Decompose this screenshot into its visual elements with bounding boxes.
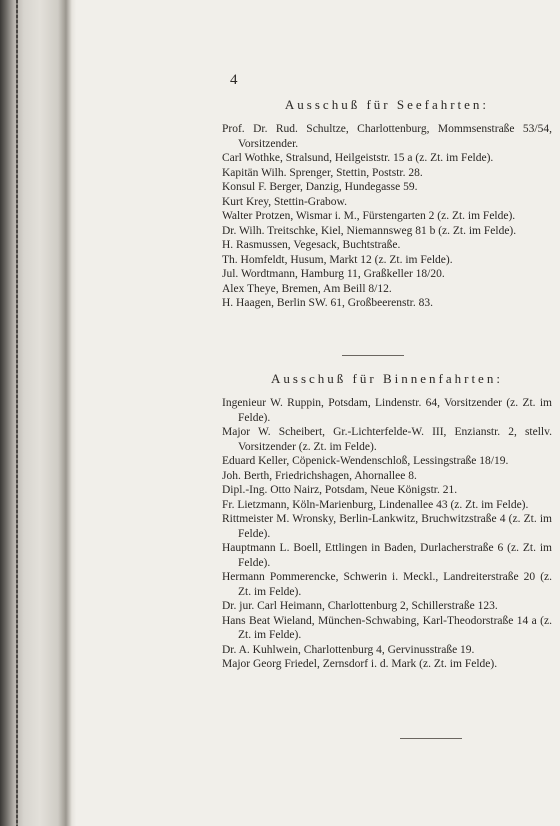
list-item: Eduard Keller, Cöpenick-Wendenschloß, Lessingstraße 18/19. xyxy=(222,455,509,467)
list-item: Alex Theye, Bremen, Am Beill 8/12. xyxy=(222,282,392,295)
list-item: Ingenieur W. Ruppin, Potsdam, Lindenstr. 64, Vorsitzender (z. Zt. im Felde). xyxy=(222,397,552,424)
list-item: Carl Wothke, Stralsund, Heilgeiststr. 15 a (z. Zt. im Felde). xyxy=(222,152,494,164)
list-item: Major W. Scheibert, Gr.-Lichterfelde-W. III, Enzianstr. 2, stellv. Vorsitzender (z. Zt. im Felde). xyxy=(222,426,552,453)
section-list-binnenfahrten xyxy=(222,396,552,672)
list-item: H. Haagen, Berlin SW. 61, Großbeerenstr. 83. xyxy=(222,297,434,309)
section-heading-binnenfahrten: Ausschuß für Binnenfahrten: xyxy=(271,371,503,386)
list-item: Joh. Berth, Friedrichshagen, Ahornallee 8. xyxy=(222,469,417,482)
list-item: Fr. Lietzmann, Köln-Marienburg, Lindenallee 43 (z. Zt. im Felde). xyxy=(222,498,529,511)
list-item: Hans Beat Wieland, München-Schwabing, Karl-Theodorstraße 14 a (z. Zt. im Felde). xyxy=(222,614,552,641)
list-item: Dr. A. Kuhlwein, Charlottenburg 4, Gervinusstraße 19. xyxy=(222,643,475,656)
list-item: Dr. Wilh. Treitschke, Kiel, Niemannsweg 81 b (z. Zt. im Felde). xyxy=(222,224,517,237)
list-item: Rittmeister M. Wronsky, Berlin-Lankwitz, Bruchwitzstraße 4 (z. Zt. im Felde). xyxy=(222,513,552,540)
list-item: Prof. Dr. Rud. Schultze, Charlottenburg, Mommsenstraße 53/54, Vorsitzender. xyxy=(222,123,552,150)
list-item: Konsul F. Berger, Danzig, Hundegasse 59. xyxy=(222,181,418,193)
list-item: Major Georg Friedel, Zernsdorf i. d. Mark (z. Zt. im Felde). xyxy=(222,658,498,670)
page-number: 4 xyxy=(230,72,238,88)
book-spine xyxy=(0,0,76,826)
list-item: Dr. jur. Carl Heimann, Charlottenburg 2, Schillerstraße 123. xyxy=(222,600,498,612)
list-item: Kurt Krey, Stettin-Grabow. xyxy=(222,195,347,208)
section-divider xyxy=(342,355,404,356)
list-item: Hermann Pommerencke, Schwerin i. Meckl., Landreiterstraße 20 (z. Zt. im Felde). xyxy=(222,571,552,598)
list-item: H. Rasmussen, Vegesack, Buchtstraße. xyxy=(222,239,401,251)
list-item: Dipl.-Ing. Otto Nairz, Potsdam, Neue Königstr. 21. xyxy=(222,484,458,496)
list-item: Walter Protzen, Wismar i. M., Fürstengarten 2 (z. Zt. im Felde). xyxy=(222,210,516,222)
list-item: Jul. Wordtmann, Hamburg 11, Graßkeller 18/20. xyxy=(222,268,445,280)
section-heading-seefahrten: Ausschuß für Seefahrten: xyxy=(284,97,490,112)
section-divider xyxy=(400,738,462,739)
list-item: Hauptmann L. Boell, Ettlingen in Baden, Durlacherstraße 6 (z. Zt. im Felde). xyxy=(222,542,552,569)
spine-binding-edge xyxy=(16,0,18,826)
list-item: Th. Homfeldt, Husum, Markt 12 (z. Zt. im Felde). xyxy=(222,253,453,266)
list-item: Kapitän Wilh. Sprenger, Stettin, Poststr. 28. xyxy=(222,166,423,179)
section-list-seefahrten xyxy=(222,122,552,311)
